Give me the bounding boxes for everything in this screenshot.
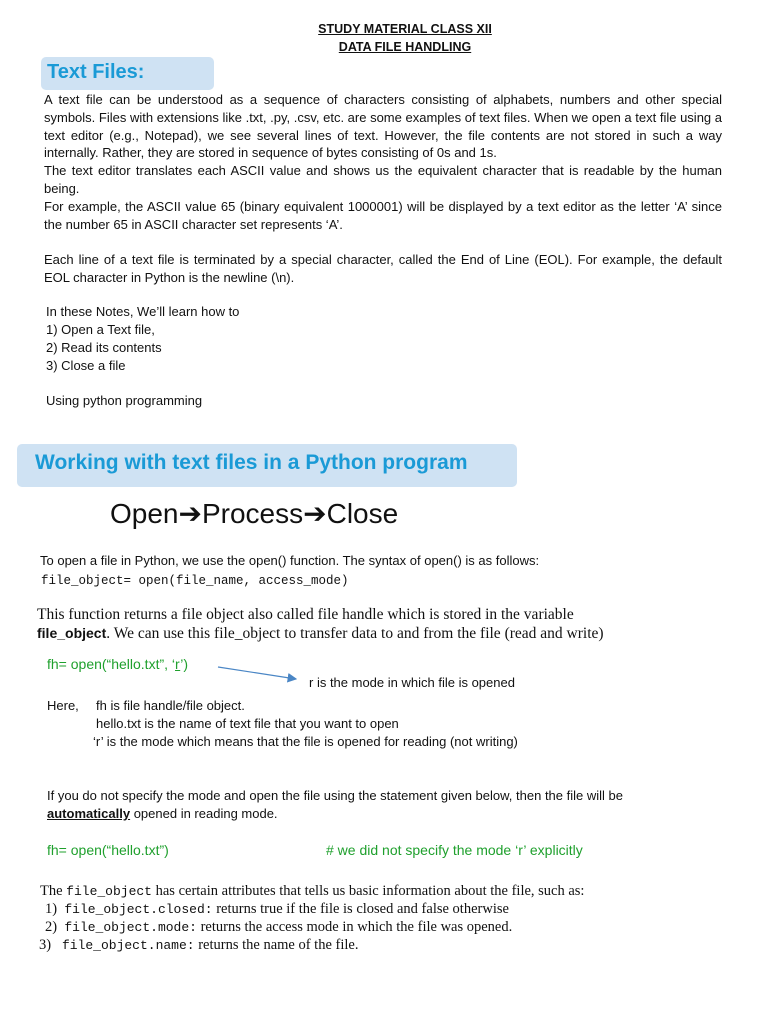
- flow-process: Process: [201, 498, 304, 529]
- file-object-term: file_object: [37, 625, 107, 641]
- attributes-intro-code: file_object: [66, 884, 152, 899]
- attribute-desc: returns true if the file is closed and false otherwise: [212, 901, 509, 917]
- paragraph-definition: A text file can be understood as a sequence of characters consisting of alphabets, numbers and other special symbols. Files with extensions like .txt, .py, .csv, etc. are some examples of text files. When we open a text file using a text editor (e.g., Notepad), we see several lines of text. However, the file contents are not stored in such a way internally. Rather, they are stored in sequence of bytes consisting of 0s and 1s.: [44, 92, 722, 161]
- example1-mode-r: r: [175, 656, 181, 672]
- attribute-item-closed: [45, 901, 509, 918]
- returns-line1: This function returns a file object also called file handle which is stored in the variable: [37, 606, 574, 623]
- doc-header-line2: DATA FILE HANDLING: [338, 40, 472, 54]
- attributes-intro-pre: The: [40, 883, 67, 899]
- paragraph-editor: The text editor translates each ASCII value and shows us the equivalent character that is readable by the human being.: [44, 163, 722, 196]
- attribute-code: file_object.mode:: [64, 920, 197, 935]
- doc-header-line1: STUDY MATERIAL CLASS XII: [318, 22, 492, 36]
- default-mode-line1: If you do not specify the mode and open the file using the statement given below, then the file will be: [47, 788, 623, 803]
- flow-close: Close: [326, 498, 399, 529]
- syntax-code: file_object= open(file_name, access_mode): [41, 574, 349, 588]
- notes-using: Using python programming: [46, 393, 203, 408]
- attribute-num: 3): [39, 937, 52, 953]
- python-files-title: Working with text files in a Python program: [35, 451, 468, 474]
- example-open-default-code: fh= open(“hello.txt”): [47, 842, 169, 858]
- attributes-intro-post: has certain attributes that tells us basic information about the file, such as:: [152, 883, 585, 899]
- attribute-code: file_object.closed:: [64, 902, 213, 917]
- notes-item-close: 3) Close a file: [46, 358, 126, 373]
- attribute-item-mode: [45, 919, 512, 936]
- attribute-num: 1): [45, 901, 58, 917]
- attribute-item-name: [39, 937, 358, 954]
- here-label: Here,: [47, 698, 79, 713]
- example-open-default-comment: # we did not specify the mode ‘r’ explicitly: [326, 842, 583, 858]
- example1-post: ’): [180, 656, 188, 672]
- mode-annotation: r is the mode in which file is opened: [309, 675, 515, 690]
- paragraph-ascii-example: For example, the ASCII value 65 (binary equivalent 1000001) will be displayed by a text editor as the letter ‘A’ since the number 65 in ASCII character set represents ‘A’.: [44, 198, 722, 232]
- notes-intro: In these Notes, We’ll learn how to: [46, 304, 240, 319]
- here-line-filename: hello.txt is the name of text file that you want to open: [96, 716, 399, 731]
- attribute-desc: returns the name of the file.: [194, 937, 359, 953]
- default-mode-line2: [47, 806, 278, 821]
- example1-pre: fh= open(“hello.txt”, ‘: [47, 656, 176, 672]
- here-line-fh: fh is file handle/file object.: [96, 698, 245, 713]
- right-arrow-icon: ➔: [303, 498, 327, 529]
- paragraph-eol: Each line of a text file is terminated by a special character, called the End of Line (EOL). For example, the default EOL character in Python is the newline (\n).: [44, 252, 722, 285]
- text-files-title: Text Files:: [47, 61, 145, 83]
- syntax-intro: To open a file in Python, we use the open() function. The syntax of open() is as follows:: [40, 553, 540, 568]
- returns-line2-rest: . We can use this file_object to transfer data to and from the file (read and write): [106, 625, 604, 642]
- flow-open: Open: [110, 498, 179, 529]
- attribute-desc: returns the access mode in which the file was opened.: [196, 919, 513, 935]
- right-arrow-icon: ➔: [178, 498, 202, 529]
- notes-item-open: 1) Open a Text file,: [46, 322, 155, 337]
- attributes-intro: [40, 883, 584, 900]
- automatically-term: automatically: [47, 806, 131, 821]
- attribute-code: file_object.name:: [61, 938, 195, 953]
- default-mode-line2-rest: opened in reading mode.: [130, 806, 278, 821]
- attribute-num: 2): [45, 919, 58, 935]
- notes-item-read: 2) Read its contents: [46, 340, 162, 355]
- here-line-mode: ‘r’ is the mode which means that the file is opened for reading (not writing): [93, 734, 518, 749]
